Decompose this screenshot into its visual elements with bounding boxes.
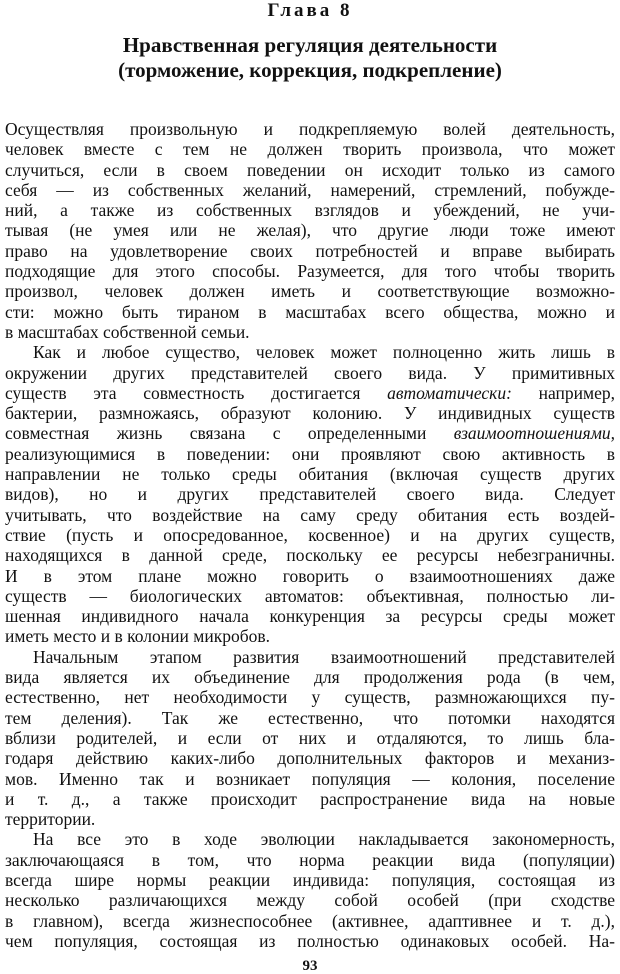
text-line (5, 180, 615, 200)
text-line (5, 809, 615, 829)
body-text (5, 119, 615, 951)
text-segment: произвол, человек должен иметь и соответствующие возможно- (5, 281, 615, 302)
text-line (5, 484, 615, 504)
text-segment: шенная индивидного начала конкуренция за ресурсы среды может (5, 606, 615, 627)
text-segment: заключающаяся в том, что норма реакции вида (популяции) (5, 849, 615, 870)
text-segment: тывая (не умея или не желая), что другие люди тоже имеют (5, 220, 615, 241)
text-line (5, 870, 615, 890)
text-segment: в масштабах собственной семьи. (5, 321, 250, 342)
text-segment: право на удовлетворение своих потребностей и вправе выбирать (5, 240, 615, 261)
text-segment: На все это в ходе эволюции накладывается закономерность, (33, 829, 615, 850)
text-segment: чем популяция, состоящая из полностью одинаковых особей. На- (5, 930, 615, 951)
text-segment: существ эта совместность достигается (5, 382, 388, 403)
text-line (5, 829, 615, 849)
text-segment: Начальным этапом развития взаимоотношений представителей (33, 646, 615, 667)
text-line (5, 748, 615, 768)
text-segment: бактерии, размножаясь, образуют колонию. У индивидных существ (5, 403, 615, 424)
text-segment: совместная жизнь связана с определенными (5, 423, 454, 444)
text-line (5, 200, 615, 220)
text-line (5, 423, 615, 443)
text-line (5, 931, 615, 951)
text-segment: учитывать, что воздействие на саму среду обитания есть воздей- (5, 504, 615, 525)
text-segment: всегда шире нормы реакции индивида: популяция, состоящая из (5, 869, 615, 890)
text-line (5, 119, 615, 139)
text-line (5, 464, 615, 484)
text-segment: несколько различающихся между собой особей (при сходстве (5, 890, 615, 911)
text-segment: реализующимися в поведении: они проявляют свою активность в (5, 443, 615, 464)
text-line (5, 525, 615, 545)
text-segment: в главном), всегда жизнеспособнее (активнее, адаптивнее и т. д.), (5, 910, 615, 931)
text-segment: ний, а также из собственных взглядов и убеждений, не учи- (5, 200, 615, 221)
text-segment: годаря действию каких-либо дополнительных факторов и механиз- (5, 748, 615, 769)
text-line (5, 850, 615, 870)
text-segment: Как и любое существо, человек может полноценно жить лишь в (33, 342, 615, 363)
text-line (5, 139, 615, 159)
text-line (5, 160, 615, 180)
text-line (5, 444, 615, 464)
text-line (5, 241, 615, 261)
text-segment: сти: можно быть тираном в масштабах всего общества, можно и (5, 301, 615, 322)
text-segment: подходящие для этого способы. Разумеется, для того чтобы творить (5, 261, 615, 282)
text-segment: окружении других представителей своего вида. У примитивных (5, 362, 615, 383)
text-line (5, 728, 615, 748)
text-line (5, 911, 615, 931)
text-line (5, 606, 615, 626)
text-line (5, 545, 615, 565)
text-line (5, 687, 615, 707)
text-line (5, 302, 615, 322)
text-segment: например, (511, 382, 615, 403)
text-segment: территории. (5, 809, 96, 830)
text-segment: существ — биологических автоматов: объективная, полностью ли- (5, 585, 615, 606)
text-segment: человек вместе с тем не должен творить произвола, что может (5, 139, 615, 160)
text-segment: мов. Именно так и возникает популяция — колония, поселение (5, 768, 615, 789)
text-line (5, 281, 615, 301)
text-line (5, 647, 615, 667)
text-line (5, 261, 615, 281)
chapter-title-line-2: (торможение, коррекция, подкрепление) (118, 58, 502, 82)
text-segment: ствие (пусть и опосредованное, косвенное) и на других существ, (5, 524, 615, 545)
text-line (5, 383, 615, 403)
page-number: 93 (302, 958, 318, 974)
chapter-title (0, 33, 620, 83)
text-line (5, 667, 615, 687)
text-segment: вида является их объединение для продолжения рода (в чем, (5, 667, 615, 688)
text-line (5, 708, 615, 728)
italic-term: автоматически: (387, 382, 512, 403)
text-segment: вблизи родителей, и если от них и отдаляются, то лишь бла- (5, 727, 615, 748)
text-segment: видов), но и других представителей своего вида. Следует (5, 484, 615, 505)
text-line (5, 586, 615, 606)
text-segment: естественно, нет необходимости у существ, размножающихся пу- (5, 687, 615, 708)
text-line (5, 566, 615, 586)
text-segment: И в этом плане можно говорить о взаимоотношениях даже (5, 565, 615, 586)
text-segment: тем деления). Так же естественно, что потомки находятся (5, 707, 615, 728)
italic-term: взаимоотношениями, (453, 423, 615, 444)
text-line (5, 363, 615, 383)
text-segment: себя — из собственных желаний, намерений, стремлений, побужде- (5, 179, 615, 200)
text-line (5, 342, 615, 362)
text-line (5, 769, 615, 789)
text-line (5, 220, 615, 240)
text-segment: и т. д., а также происходит распространение вида на новые (5, 788, 615, 809)
text-line (5, 789, 615, 809)
text-segment: направлении не только среды обитания (включая существ других (5, 464, 615, 485)
text-line (5, 322, 615, 342)
text-segment: иметь место и в колонии микробов. (5, 626, 270, 647)
text-segment: находящихся в данной среде, поскольку ее ресурсы небезграничны. (5, 545, 615, 566)
chapter-label: Глава 8 (267, 0, 353, 21)
text-line (5, 505, 615, 525)
text-line (5, 626, 615, 646)
text-line (5, 890, 615, 910)
text-line (5, 403, 615, 423)
text-segment: случиться, если в своем поведении он исходит только из самого (5, 159, 615, 180)
text-segment: Осуществляя произвольную и подкрепляемую волей деятельность, (5, 119, 615, 139)
chapter-title-line-1: Нравственная регуляция деятельности (122, 33, 498, 57)
